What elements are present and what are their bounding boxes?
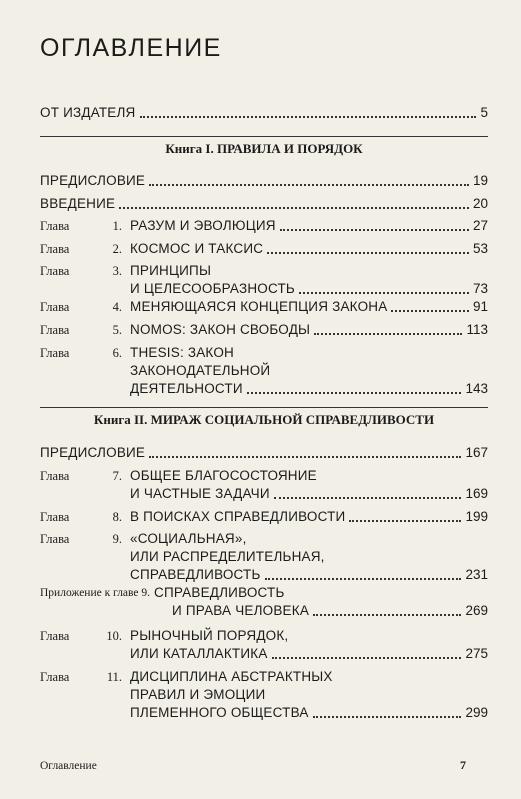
dot-leader	[314, 333, 462, 335]
chapter-title-line-1: THESIS: ЗАКОН	[130, 345, 234, 360]
page-number: 275	[465, 646, 488, 661]
dot-leader	[267, 252, 469, 254]
chapter-number: 2.	[112, 242, 122, 256]
dot-leader	[149, 184, 469, 186]
page-number: 73	[472, 281, 488, 296]
dot-leader	[274, 497, 462, 499]
chapter-title-line-1: «СОЦИАЛЬНАЯ»,	[130, 531, 247, 546]
page-number: 269	[465, 603, 488, 618]
chapter-prefix: Глава	[40, 300, 70, 314]
book-divider	[40, 407, 488, 408]
chapter-title-line-1: ДИСЦИПЛИНА АБСТРАКТНЫХ	[130, 669, 333, 684]
chapter-title: КОСМОС И ТАКСИС	[130, 241, 264, 256]
chapter-number: 10.	[106, 629, 122, 643]
chapter-prefix: Глава	[40, 264, 70, 278]
toc-entry-chapter-4[interactable]	[40, 298, 488, 316]
page-title: ОГЛАВЛЕНИЕ	[40, 34, 222, 62]
chapter-prefix: Глава	[40, 510, 70, 524]
toc-entry-chapter-1[interactable]	[40, 217, 488, 235]
entry-label: ВВЕДЕНИЕ	[40, 196, 116, 211]
dot-leader	[247, 392, 462, 394]
chapter-prefix: Глава	[40, 532, 70, 546]
chapter-title: NOMOS: ЗАКОН СВОБОДЫ	[130, 322, 311, 337]
chapter-number: 1.	[112, 219, 122, 233]
chapter-number: 9.	[112, 532, 122, 546]
appendix-title-line-1: СПРАВЕДЛИВОСТЬ	[154, 585, 285, 600]
appendix-prefix: Приложение к главе 9.	[40, 587, 151, 599]
toc-entry-intro[interactable]	[40, 195, 488, 213]
toc-entry-chapter-10[interactable]	[40, 627, 488, 663]
toc-entry-publisher[interactable]	[40, 104, 488, 122]
chapter-title: В ПОИСКАХ СПРАВЕДЛИВОСТИ	[130, 509, 346, 524]
chapter-number: 6.	[112, 346, 122, 360]
toc-entry-chapter-11[interactable]	[40, 668, 488, 722]
dot-leader	[313, 716, 462, 718]
dot-leader	[391, 310, 469, 312]
chapter-title-line-2: ПРАВИЛ И ЭМОЦИИ	[130, 687, 266, 702]
dot-leader	[119, 207, 469, 209]
page-number: 5	[480, 105, 488, 120]
page-number: 19	[472, 173, 488, 188]
toc-entry-preface[interactable]	[40, 172, 488, 190]
chapter-title-line-3: СПРАВЕДЛИВОСТЬ	[130, 567, 261, 582]
toc-entry-chapter-2[interactable]	[40, 240, 488, 258]
chapter-title-line-2: И ЦЕЛЕСООБРАЗНОСТЬ	[130, 281, 295, 296]
page-number: 91	[472, 299, 488, 314]
page-number: 20	[472, 196, 488, 211]
chapter-title-line-2: ИЛИ КАТАЛЛАКТИКА	[130, 646, 268, 661]
chapter-title-line-1: ПРИНЦИПЫ	[130, 263, 212, 278]
toc-entry-appendix-9[interactable]	[40, 584, 488, 620]
folio-page-number: 7	[460, 758, 466, 772]
chapter-title-line-3: ПЛЕМЕННОГО ОБЩЕСТВА	[130, 705, 309, 720]
page-number: 53	[472, 241, 488, 256]
toc-entry-chapter-3[interactable]	[40, 262, 488, 298]
chapter-number: 5.	[112, 323, 122, 337]
page-number: 199	[465, 509, 488, 524]
entry-label: ПРЕДИСЛОВИЕ	[40, 173, 146, 188]
toc-entry-chapter-8[interactable]	[40, 508, 488, 526]
dot-leader	[313, 614, 461, 616]
dot-leader	[265, 578, 462, 580]
chapter-prefix: Глава	[40, 629, 70, 643]
chapter-prefix: Глава	[40, 219, 70, 233]
chapter-prefix: Глава	[40, 670, 70, 684]
chapter-prefix: Глава	[40, 242, 70, 256]
running-footer: Оглавление	[40, 760, 97, 772]
dot-leader	[299, 292, 469, 294]
book-1-title: Книга I. ПРАВИЛА И ПОРЯДОК	[165, 141, 363, 156]
book-divider	[40, 136, 488, 137]
dot-leader	[280, 229, 469, 231]
page-number: 169	[465, 486, 488, 501]
toc-entry-chapter-9[interactable]	[40, 530, 488, 584]
dot-leader	[140, 116, 477, 118]
chapter-title-line-2: И ЧАСТНЫЕ ЗАДАЧИ	[130, 486, 270, 501]
chapter-title-line-2: ЗАКОНОДАТЕЛЬНОЙ	[130, 363, 271, 378]
entry-label: ОТ ИЗДАТЕЛЯ	[40, 105, 136, 120]
chapter-number: 3.	[112, 264, 122, 278]
toc-entry-preface-2[interactable]	[40, 444, 488, 462]
page-number: 113	[466, 322, 488, 337]
chapter-number: 4.	[112, 300, 122, 314]
entry-label: ПРЕДИСЛОВИЕ	[40, 445, 146, 460]
chapter-title: МЕНЯЮЩАЯСЯ КОНЦЕПЦИЯ ЗАКОНА	[130, 299, 388, 314]
page-number: 27	[472, 218, 488, 233]
page-number: 167	[465, 445, 488, 460]
book-2-title: Книга II. МИРАЖ СОЦИАЛЬНОЙ СПРАВЕДЛИВОСТИ	[93, 412, 435, 427]
chapter-number: 11.	[106, 670, 122, 684]
dot-leader	[149, 456, 461, 458]
chapter-number: 7.	[112, 469, 122, 483]
chapter-prefix: Глава	[40, 323, 70, 337]
toc-entry-chapter-7[interactable]	[40, 467, 488, 503]
dot-leader	[349, 520, 461, 522]
toc-entry-chapter-6[interactable]	[40, 344, 488, 398]
chapter-prefix: Глава	[40, 469, 70, 483]
chapter-title-line-3: ДЕЯТЕЛЬНОСТИ	[130, 381, 243, 396]
appendix-title-line-2: И ПРАВА ЧЕЛОВЕКА	[172, 603, 310, 618]
toc-entry-chapter-5[interactable]	[40, 321, 488, 339]
chapter-number: 8.	[112, 510, 122, 524]
chapter-title: РАЗУМ И ЭВОЛЮЦИЯ	[130, 218, 276, 233]
page-number: 143	[465, 381, 488, 396]
chapter-title-line-2: ИЛИ РАСПРЕДЕЛИТЕЛЬНАЯ,	[130, 549, 325, 564]
dot-leader	[272, 657, 462, 659]
chapter-prefix: Глава	[40, 346, 70, 360]
page-number: 299	[465, 705, 488, 720]
page-number: 231	[465, 567, 488, 582]
chapter-title-line-1: РЫНОЧНЫЙ ПОРЯДОК,	[130, 628, 289, 643]
chapter-title-line-1: ОБЩЕЕ БЛАГОСОСТОЯНИЕ	[130, 468, 317, 483]
